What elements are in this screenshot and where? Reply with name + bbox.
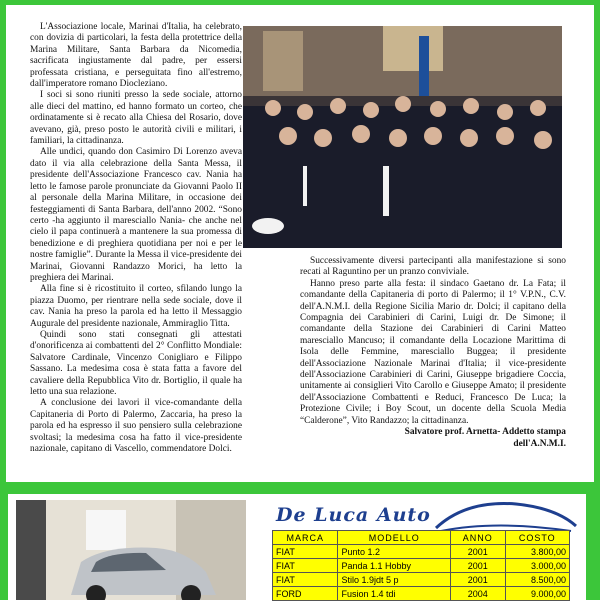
cell-anno: 2001 [451,545,505,559]
cell-anno: 2001 [451,559,505,573]
header-modello: MODELLO [338,531,451,545]
header-costo: COSTO [505,531,570,545]
header-anno: ANNO [451,531,505,545]
table-row [273,545,570,559]
group-photo [243,26,562,248]
group-photo-illustration [243,26,562,248]
cell-costo: 3.800,00 [505,545,570,559]
article-paragraph: Hanno preso parte alla festa: il sindaco Gaetano dr. La Fata; il comandante della Capitaneria di porto di Palermo; il 1° V.P.N., C.V. dell'A.N.M.I. della Regione Sicilia Mario dr. Dolci; il capitano della Compagnia dei Carabinieri di Carini, Luigi dr. De Simone; il comandante della Stazione dei Carabinieri di Carini Matteo maresciallo Mancuso; il comandante della Locazione Marittima di Isola delle Femmine, maresciallo Buggea; il presidente dell'Associazione Nazionale Marinai d'Italia; il vice-presidente dell'Associazione Carabinieri di Carini, Giuseppe brigadiere Coccia, unitamente ai consiglieri Vito Carollo e Giuseppe Amato; il presidente dell'Associazione Combattenti e Reduci, Francesco De Luca; la Protezione Civile; i Boy Scout, un docente della Scuola Media “Calderone”, Vito Randazzo; la cittadinanza. [300,278,566,426]
table-header-row [273,531,570,545]
car-photo-illustration [16,500,246,600]
cell-anno: 2001 [451,573,505,587]
cell-modello: Stilo 1.9jdt 5 p [338,573,451,587]
cell-marca: FIAT [273,573,338,587]
article-left-column [30,22,242,455]
cell-modello: Punto 1.2 [338,545,451,559]
car-photo [16,500,246,600]
article-paragraph: A conclusione dei lavori il vice-comandante della Capitaneria di Porto di Palermo, Zaccaria, ha preso la parola ed ha espresso il suo pensiero sulla celebrazione svoltasi; la medesima cosa ha fatto il vice-presidente nazionale, capitano di Vascello, commendatore Dolci. [30,398,242,455]
car-price-ad [266,498,584,600]
cell-marca: FORD [273,587,338,601]
cell-marca: FIAT [273,559,338,573]
ad-title: De Luca Auto [276,504,431,526]
cell-costo: 8.500,00 [505,573,570,587]
cell-anno: 2004 [451,587,505,601]
car-price-table [272,530,570,601]
table-row [273,587,570,601]
cell-modello: Fusion 1.4 tdi [338,587,451,601]
cell-marca: FIAT [273,545,338,559]
ad-banner-inner [8,494,586,600]
table-row [273,559,570,573]
article-signature: Salvatore prof. Arnetta- Addetto stampa [404,427,566,438]
ad-banner [0,482,600,600]
article-signature-org: dell'A.N.M.I. [513,438,566,449]
article-paragraph: L'Associazione locale, Marinai d'Italia, ha celebrato, con dovizia di particolari, la festa della protettrice della Marina Militare, Santa Barbara da Nicomedia, sacrificata ingiustamente dal padre, per essersi professata cristiana, e perseguitata fino all'estremo, dall'imperatore romano Diocleziano. [30,22,242,90]
cell-costo: 3.000,00 [505,559,570,573]
article-paragraph: Alla fine si è ricostituito il corteo, sfilando lungo la piazza Duomo, per rientrare nella sede sociale, dove il cav. Nania ha preso la parola ed ha letto il Messaggio Augurale del presidente nazionale, Ammiraglio Titta. [30,284,242,329]
article-paragraph: Alle undici, quando don Casimiro Di Lorenzo aveva dato il via alla celebrazione della Santa Messa, il presidente dell'Associazione Francesco cav. Nania ha letto le famose parole pronunciate da Giovanni Paolo II al personale della Marina Militare, in occasione dei festeggiamenti di Santa Barbara, dell'anno 2002. “Sono certo -ha aggiunto il maresciallo Nania- che anche nel cielo il papa continuerà a mantenere la sua promessa di benedizione e di preghiera quotidiana per noi e per le nostre famiglie”. Durante la Messa il vice-presidente dei Marinai, Giovanni Randazzo Morici, ha letto la preghiera dei Marinai. [30,147,242,283]
article-paragraph: I soci si sono riuniti presso la sede sociale, attorno alle dieci del mattino, ed hanno formato un corteo, che ordinatamente si è recato alla Chiesa del Rosario, dove avevano, già, preso posto le autorità civili e militari, i familiari, la cittadinanza. [30,90,242,147]
table-row [273,573,570,587]
cell-modello: Panda 1.1 Hobby [338,559,451,573]
article-paragraph: Successivamente diversi partecipanti alla manifestazione si sono recati al Raguntino per un pranzo conviviale. [300,256,566,278]
article-paragraph: Quindi sono stati consegnati gli attestati d'onorificenza ai combattenti del 2° Conflitto Mondiale: Salvatore Cardinale, Vincenzo Conigliaro e Filippo Sassano. La medesima cosa è stata fatta a favore del cavaliere della Repubblica Vito dr. Bortiglio, il quale ha letto una sua relazione. [30,329,242,397]
cell-costo: 9.000,00 [505,587,570,601]
header-marca: MARCA [273,531,338,545]
article-right-column [300,256,566,450]
